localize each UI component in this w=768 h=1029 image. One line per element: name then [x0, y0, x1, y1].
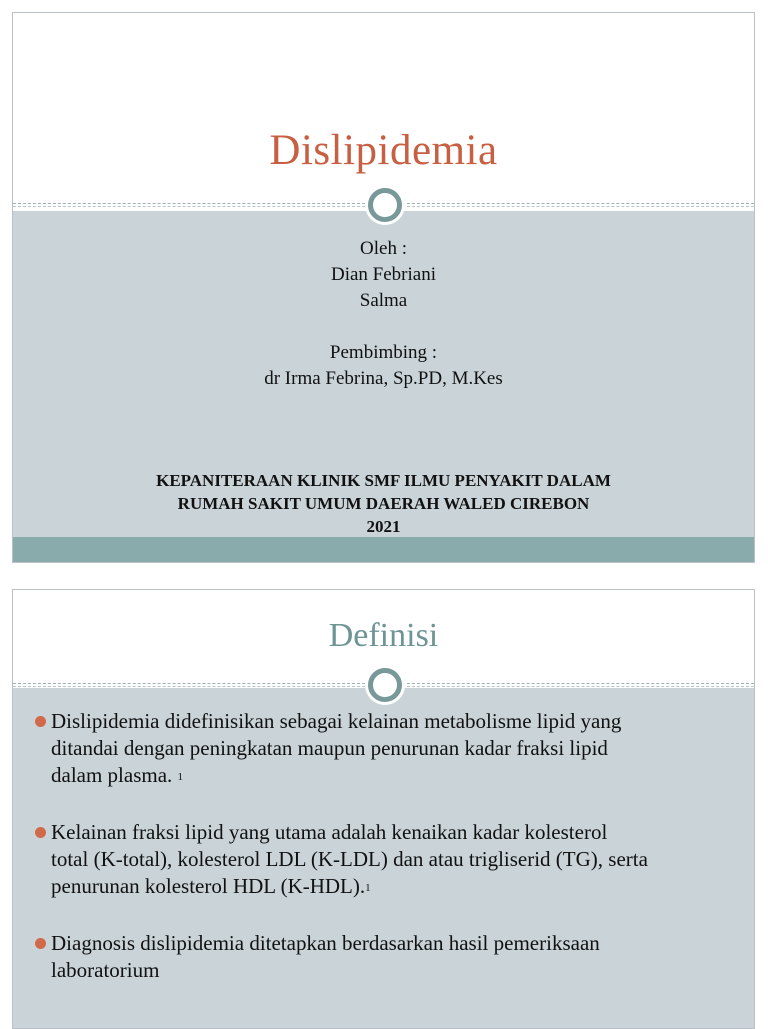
bullet-line: Dislipidemia didefinisikan sebagai kelainan metabolisme lipid yang [51, 709, 622, 733]
bullet-line: ditandai dengan peningkatan maupun penurunan kadar fraksi lipid [51, 736, 608, 760]
institution-year: 2021 [366, 517, 401, 536]
bullet-dot-icon [35, 716, 46, 727]
institution-block [13, 469, 754, 538]
slide-title: Definisi [328, 617, 439, 654]
reference-number: 1 [177, 771, 184, 783]
bullet-line: Diagnosis dislipidemia ditetapkan berdasarkan hasil pemeriksaan [51, 931, 600, 955]
institution-line: RUMAH SAKIT UMUM DAERAH WALED CIREBON [177, 494, 590, 513]
content-area [13, 211, 754, 537]
list-item [35, 930, 735, 984]
presenter-label: Oleh : [360, 238, 407, 259]
title-slide [12, 12, 755, 563]
circle-ornament-icon [368, 668, 402, 702]
list-item [35, 708, 735, 789]
supervisor-label: Pembimbing : [329, 342, 438, 363]
supervisor-name: dr Irma Febrina, Sp.PD, M.Kes [264, 368, 503, 389]
presenter-name: Salma [359, 290, 408, 311]
list-item [35, 819, 735, 900]
circle-ornament-icon [368, 188, 402, 222]
presenters-block [13, 236, 754, 392]
title-area [13, 13, 754, 203]
bullet-dot-icon [35, 827, 46, 838]
slide-title: Dislipidemia [269, 127, 498, 174]
bullet-line: laboratorium [51, 958, 160, 982]
definition-slide [12, 589, 755, 1029]
bullet-list [35, 708, 735, 1014]
bullet-line: penurunan kolesterol HDL (K-HDL). [51, 874, 366, 898]
bullet-dot-icon [35, 938, 46, 949]
bullet-line: Kelainan fraksi lipid yang utama adalah kenaikan kadar kolesterol [51, 820, 608, 844]
bottom-band [13, 537, 754, 563]
bullet-line: total (K-total), kolesterol LDL (K-LDL) dan atau trigliserid (TG), serta [51, 847, 648, 871]
reference-number: 1 [365, 882, 371, 894]
presenter-name: Dian Febriani [330, 264, 436, 285]
bullet-line: dalam plasma. [51, 763, 173, 787]
institution-line: KEPANITERAAN KLINIK SMF ILMU PENYAKIT DALAM [156, 471, 611, 490]
